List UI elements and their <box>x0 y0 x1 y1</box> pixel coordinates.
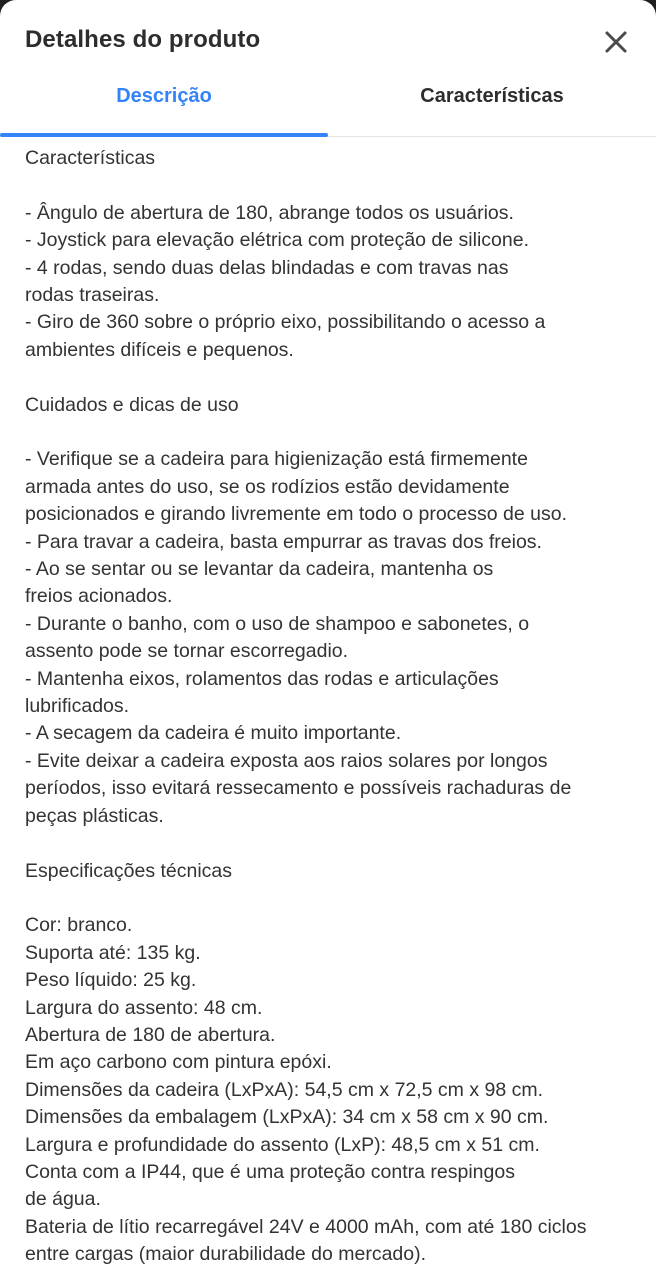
description-line <box>25 885 638 912</box>
sheet-header <box>0 0 656 84</box>
description-line: Peso líquido: 25 kg. <box>25 969 197 992</box>
description-line: - Ao se sentar ou se levantar da cadeira, mantenha os <box>25 558 494 581</box>
description-line: posicionados e girando livremente em todo o processo de uso. <box>25 503 567 526</box>
description-line: - Joystick para elevação elétrica com proteção de silicone. <box>25 229 529 252</box>
description-line: Especificações técnicas <box>25 859 233 882</box>
description-line: - Ângulo de abertura de 180, abrange todos os usuários. <box>25 201 514 224</box>
description-line: Abertura de 180 de abertura. <box>25 1023 276 1046</box>
tab-caracteristicas[interactable] <box>328 84 656 136</box>
description-line: - 4 rodas, sendo duas delas blindadas e com travas nas <box>25 256 509 279</box>
description-line: - Durante o banho, com o uso de shampoo e sabonetes, o <box>25 612 530 635</box>
close-button[interactable] <box>600 26 632 58</box>
description-line: Cuidados e dicas de uso <box>25 393 239 416</box>
description-line: freios acionados. <box>25 585 173 608</box>
active-tab-indicator <box>0 133 328 137</box>
description-line: peças plásticas. <box>25 804 164 827</box>
description-line: Bateria de lítio recarregável 24V e 4000 mAh, com até 180 ciclos <box>25 1215 587 1238</box>
description-line <box>25 172 638 199</box>
description-line: - Para travar a cadeira, basta empurrar as travas dos freios. <box>25 530 542 553</box>
tab-bar <box>0 84 656 137</box>
description-line: ambientes difíceis e pequenos. <box>25 338 294 361</box>
description-line: períodos, isso evitará ressecamento e possíveis rachaduras de <box>25 777 572 800</box>
description-line: Características <box>25 147 156 169</box>
tab-descricao[interactable] <box>0 84 328 136</box>
description-line: - Giro de 360 sobre o próprio eixo, possibilitando o acesso a <box>25 311 546 334</box>
tab-label: Características <box>420 85 564 107</box>
description-line: Conta com a IP44, que é uma proteção contra respingos <box>25 1160 515 1183</box>
description-line: Largura do assento: 48 cm. <box>25 996 263 1019</box>
description-line <box>25 830 638 857</box>
description-line: entre cargas (maior durabilidade do mercado). <box>25 1243 427 1266</box>
description-line: Suporta até: 135 kg. <box>25 941 201 964</box>
description-line: Largura e profundidade do assento (LxP): 48,5 cm x 51 cm. <box>25 1133 540 1156</box>
description-line <box>25 419 638 446</box>
description-content <box>0 137 656 1269</box>
description-line: Em aço carbono com pintura epóxi. <box>25 1051 332 1074</box>
description-line: - Verifique se a cadeira para higienização está firmemente <box>25 448 528 471</box>
description-line <box>25 364 638 391</box>
page-title: Detalhes do produto <box>25 26 261 53</box>
description-line: - Evite deixar a cadeira exposta aos raios solares por longos <box>25 749 548 772</box>
description-line: de água. <box>25 1188 101 1211</box>
description-line: lubrificados. <box>25 695 130 718</box>
description-line: Cor: branco. <box>25 914 133 937</box>
close-icon <box>600 26 632 58</box>
description-line: - A secagem da cadeira é muito importante. <box>25 722 402 745</box>
description-line: armada antes do uso, se os rodízios estão devidamente <box>25 475 510 498</box>
description-line: Dimensões da cadeira (LxPxA): 54,5 cm x 72,5 cm x 98 cm. <box>25 1078 544 1101</box>
tab-label: Descrição <box>116 85 212 107</box>
description-line: - Mantenha eixos, rolamentos das rodas e articulações <box>25 667 499 690</box>
description-line: assento pode se tornar escorregadio. <box>25 640 349 663</box>
description-line: rodas traseiras. <box>25 284 160 307</box>
description-line: Dimensões da embalagem (LxPxA): 34 cm x 58 cm x 90 cm. <box>25 1106 549 1129</box>
